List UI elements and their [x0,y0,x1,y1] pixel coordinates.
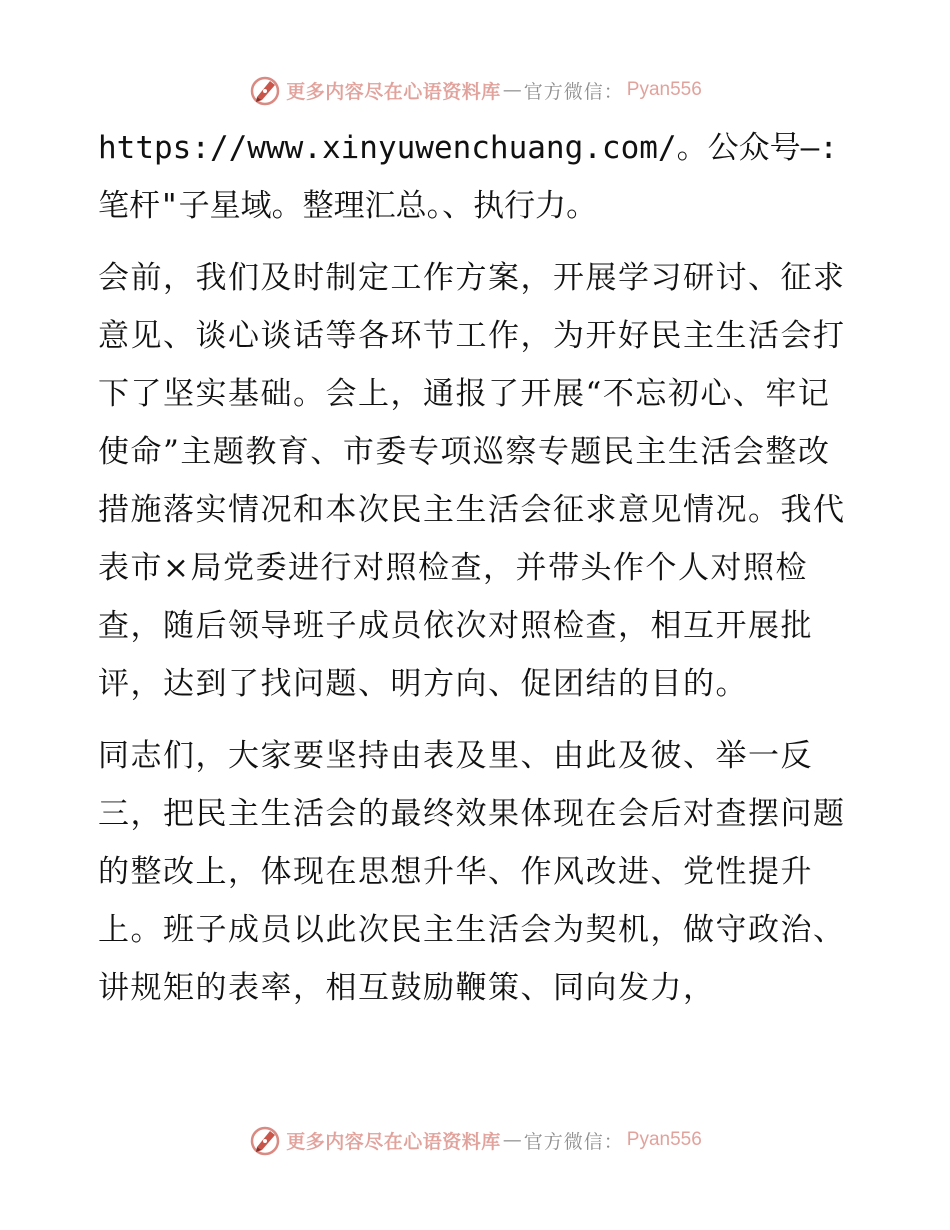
watermark-dash: — [502,79,522,101]
watermark-sub-text: 官方微信 [523,80,604,103]
watermark-colon: ： [603,80,623,103]
pen-nib-icon [248,1123,282,1157]
watermark-sub-text: 官方微信 [523,1130,604,1153]
document-body [98,119,858,1017]
watermark-wechat-id: Pyan556 [626,79,702,100]
paragraph-3: 同志们，大家要坚持由表及里、由此及彼、举一反三，把民主生活会的最终效果体现在会后对查摆问题的整改上，体现在思想升华、作风改进、党性提升上。班子成员以此次民主生活会为契机，做守政治、讲规矩的表率，相互鼓励鞭策、同向发力， [98,738,846,1006]
watermark-main-text: 更多内容尽在心语资料库 [286,80,501,103]
footer-watermark [0,1120,950,1160]
watermark-dash: — [502,1129,522,1151]
paragraph-2: 会前，我们及时制定工作方案，开展学习研讨、征求意见、谈心谈话等各环节工作，为开好民主生活会打下了坚实基础。会上，通报了开展“不忘初心、牢记使命”主题教育、市委专项巡察专题民主生活会整改措施落实情况和本次民主生活会征求意见情况。我代表市×局党委进行对照检查，并带头作个人对照检查，随后领导班子成员依次对照检查，相互开展批评，达到了找问题、明方向、促团结的目的。 [98,260,846,702]
watermark-wechat-id: Pyan556 [626,1129,702,1150]
pen-nib-icon [248,73,282,107]
watermark-main-text: 更多内容尽在心语资料库 [286,1130,501,1153]
paragraph-1: https://www.xinyuwenchuang.com/。公众号—:笔杆"子星域。整理汇总。、执行力。 [98,130,838,224]
header-watermark [0,70,950,110]
watermark-colon: ： [603,1130,623,1153]
